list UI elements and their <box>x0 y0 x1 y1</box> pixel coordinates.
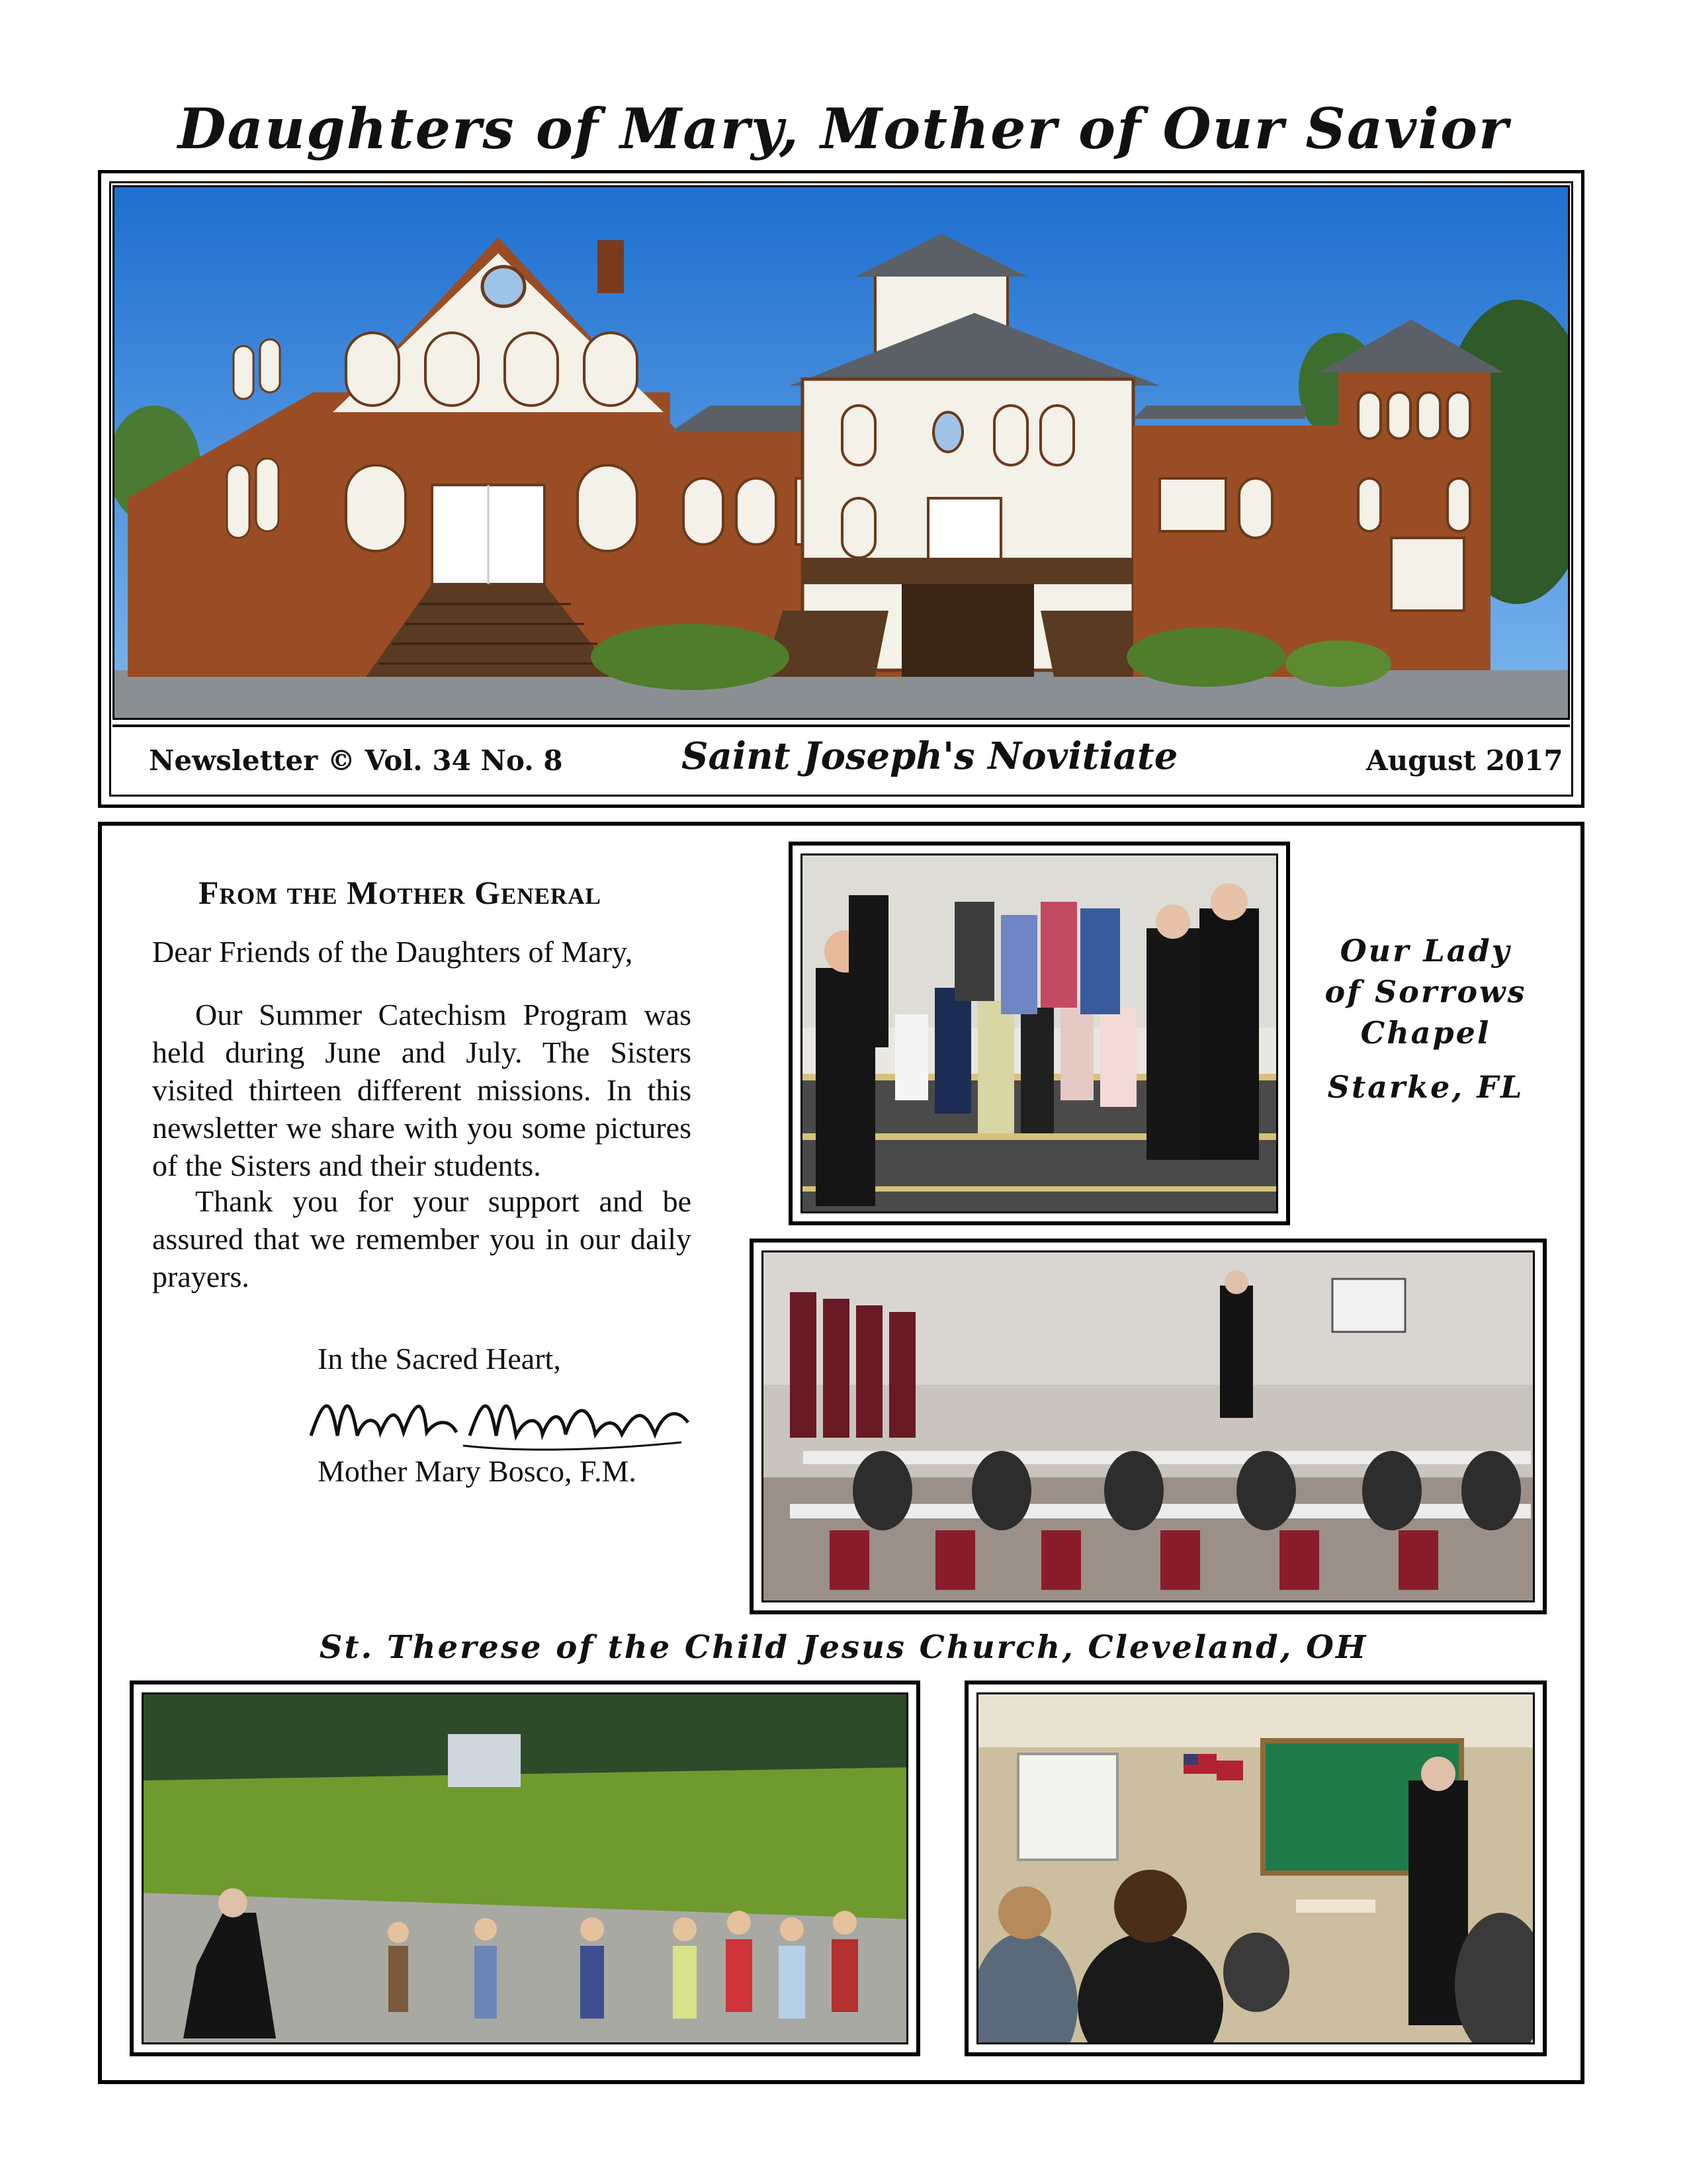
chapel-caption-line-2: of Sorrows <box>1324 974 1527 1010</box>
letter-salutation: Dear Friends of the Daughters of Mary, <box>152 935 633 969</box>
newsletter-info: Newsletter © Vol. 34 No. 8 <box>149 744 563 777</box>
classroom-photo <box>976 1692 1535 2044</box>
chapel-caption-place: Starke, FL <box>1327 1069 1524 1105</box>
issue-date: August 2017 <box>1366 744 1563 777</box>
letter-closing: In the Sacred Heart, <box>318 1342 561 1376</box>
classroom-photo-frame <box>965 1681 1547 2056</box>
church-caption: St. Therese of the Child Jesus Church, Cleveland, OH <box>319 1629 1368 1666</box>
letter-heading: From the Mother General <box>198 874 601 911</box>
chapel-group-photo <box>800 853 1278 1213</box>
outdoor-walk-photo <box>142 1692 908 2044</box>
chapel-group-photo-frame <box>789 842 1290 1225</box>
outdoor-walk-photo-frame <box>130 1681 920 2056</box>
chapel-caption-line-3: Chapel <box>1360 1015 1491 1051</box>
parish-hall-photo <box>761 1250 1535 1602</box>
novitiate-building-photo <box>112 185 1570 720</box>
letter-paragraph-2: Thank you for your support and be assured that we remember you in our daily prayers. <box>152 1184 691 1293</box>
header-info-divider <box>112 724 1570 727</box>
chapel-caption-line-1: Our Lady <box>1340 933 1512 969</box>
letter-signer: Mother Mary Bosco, F.M. <box>318 1454 636 1488</box>
newsletter-title: Daughters of Mary, Mother of Our Savior <box>177 96 1510 161</box>
letter-paragraph-1: Our Summer Catechism Program was held during June and July. The Sisters visited thirteen different missions. In this newsletter we share with you some pictures of the Sisters and their students. <box>152 998 691 1182</box>
handwritten-signature <box>304 1383 701 1456</box>
parish-hall-photo-frame <box>750 1239 1547 1614</box>
novitiate-name: Saint Joseph's Novitiate <box>681 734 1178 778</box>
